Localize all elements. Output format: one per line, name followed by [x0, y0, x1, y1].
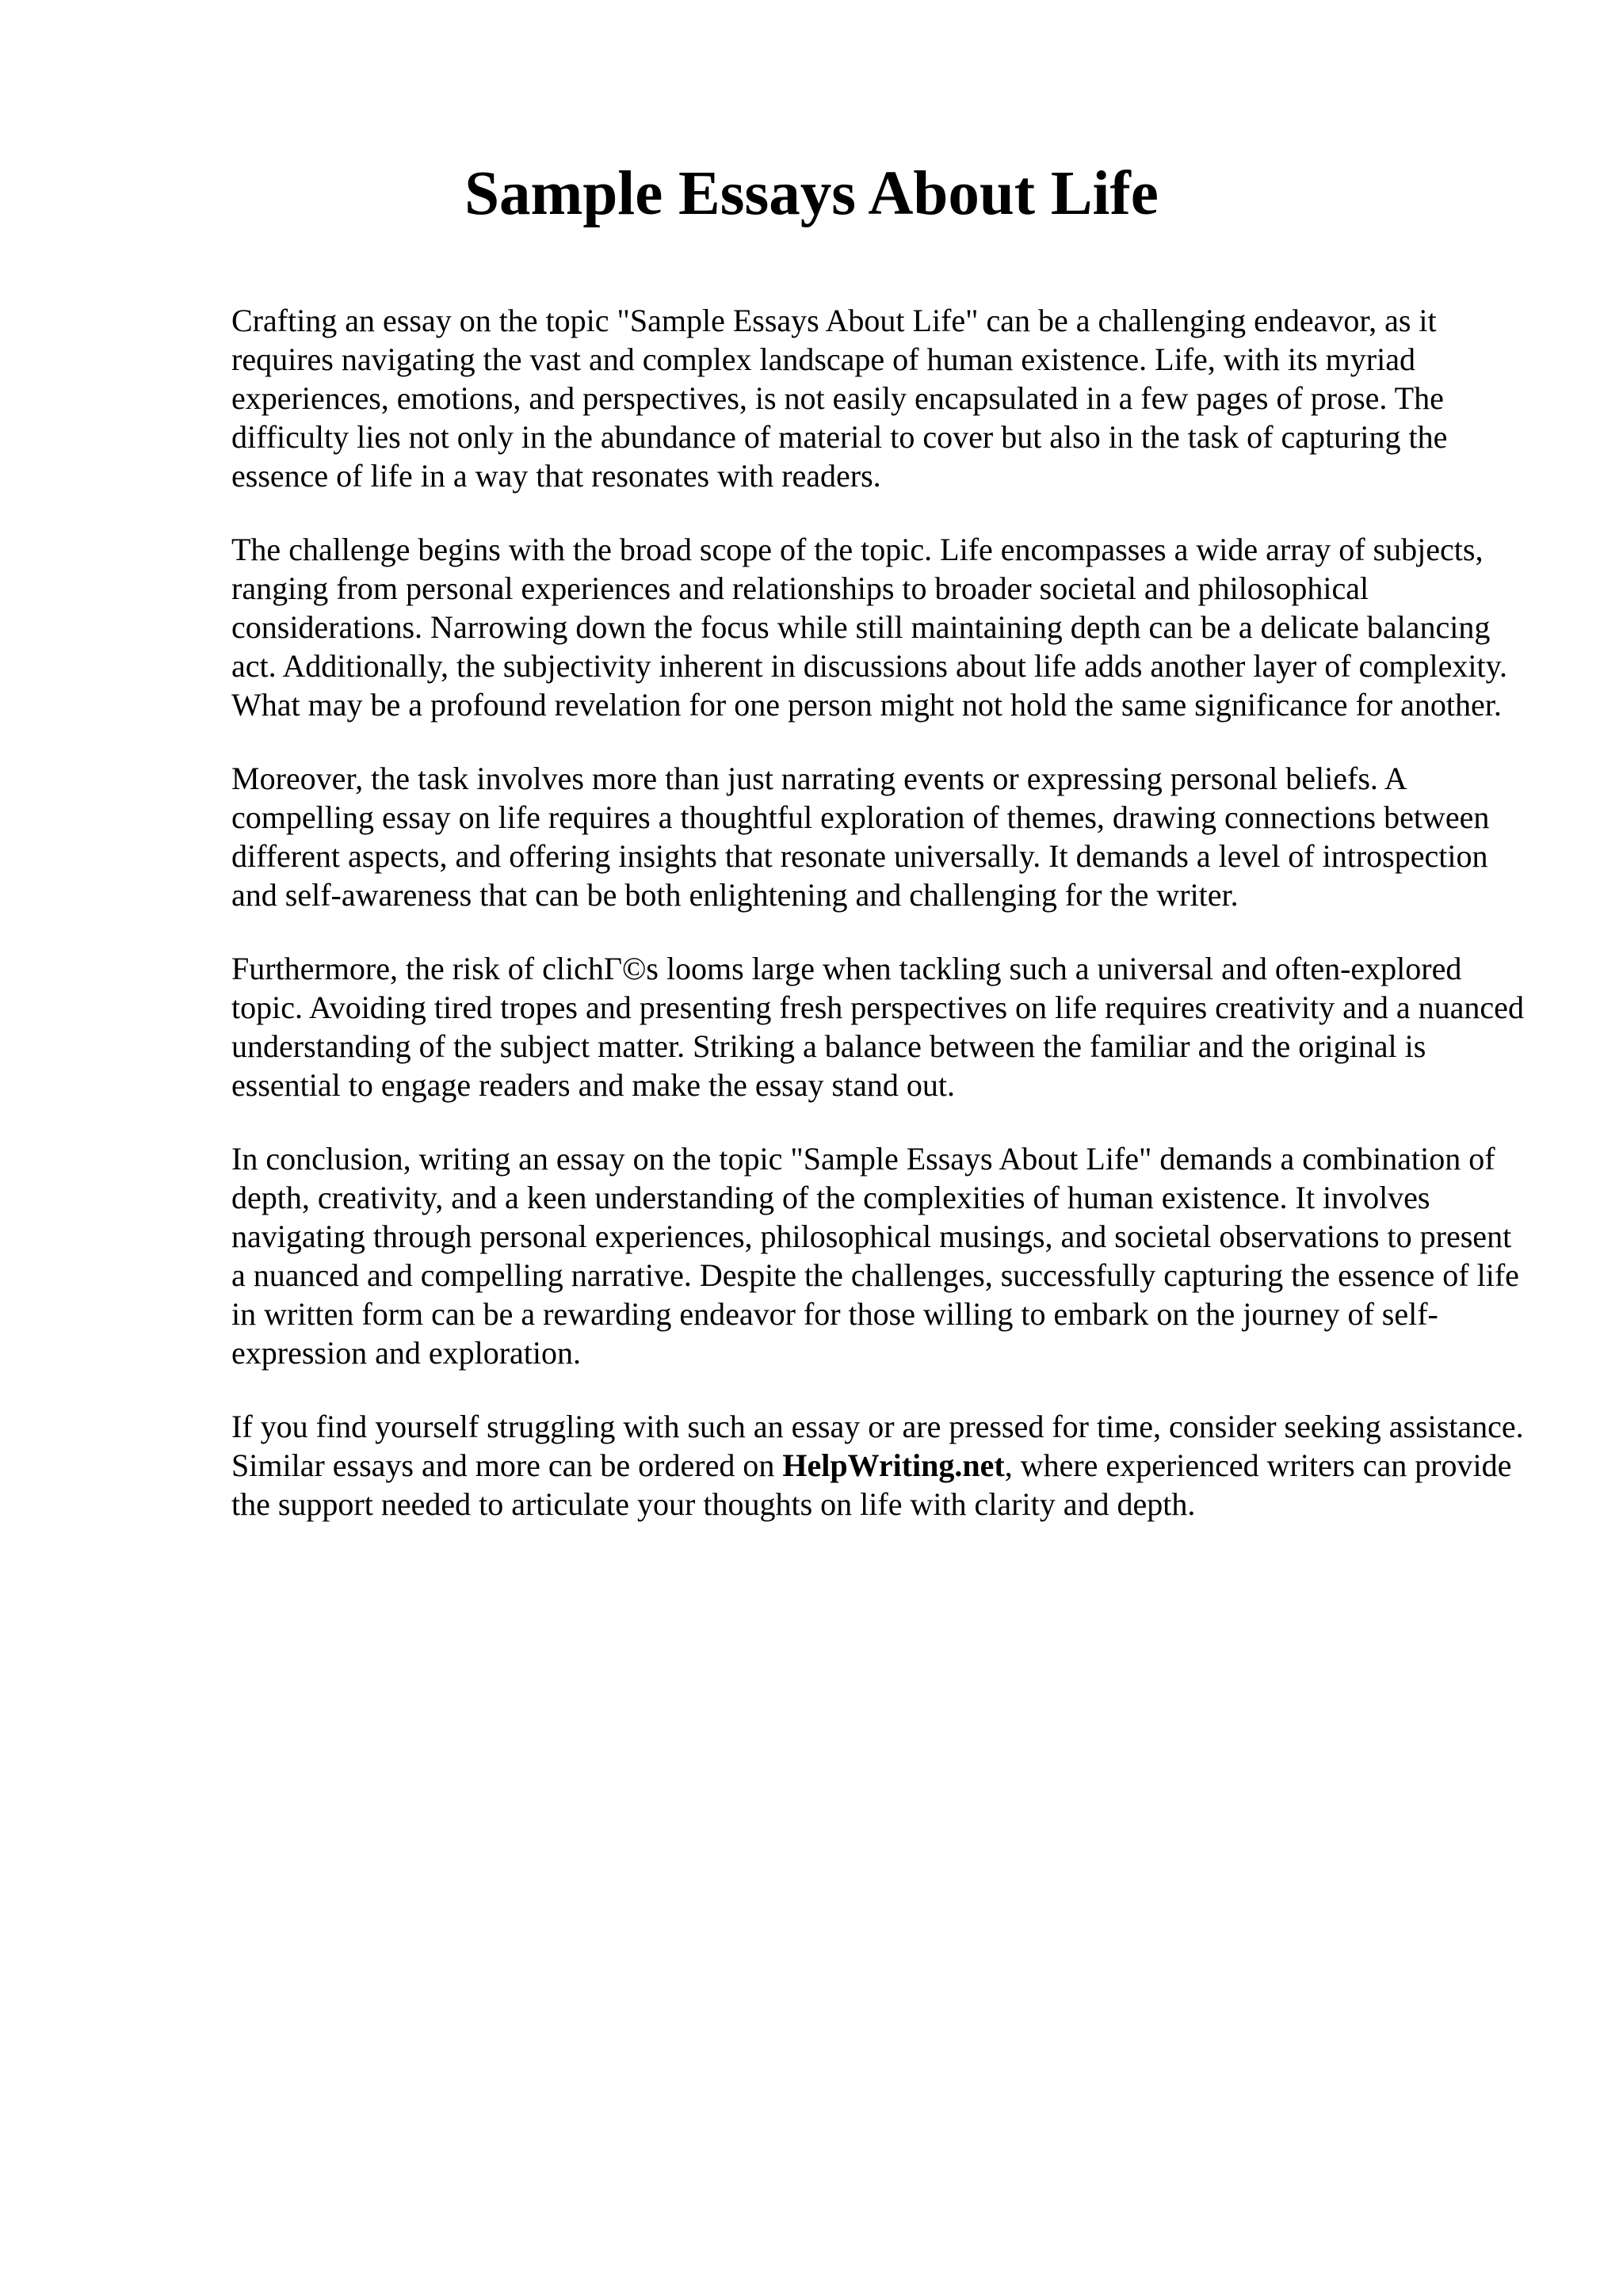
paragraph-2: The challenge begins with the broad scope of the topic. Life encompasses a wide array of subjects, ranging from personal experiences and relationships to broader societal and philosophical considerations. Narrowing down the focus while still maintaining depth can be a delicate balancing act. Additionally, the subjectivity inherent in discussions about life adds another layer of complexity. What may be a profound revelation for one person might not hold the same significance for another. [231, 532, 1507, 723]
paragraph-1: Crafting an essay on the topic "Sample Essays About Life" can be a challenging endeavor, as it requires navigating the vast and complex landscape of human existence. Life, with its myriad experiences, emotions, and perspectives, is not easily encapsulated in a few pages of prose. The difficulty lies not only in the abundance of material to cover but also in the task of capturing the essence of life in a way that resonates with readers. [231, 303, 1448, 494]
closing-text-after: , where experienced writers can provide the support needed to articulate your thoughts on life with clarity and depth. [231, 1447, 1512, 1522]
page-title: Sample Essays About Life [464, 159, 1159, 228]
paragraph-3: Moreover, the task involves more than just narrating events or expressing personal beliefs. A compelling essay on life requires a thoughtful exploration of themes, drawing connections between different aspects, and offering insights that resonate universally. It demands a level of introspection and self-awareness that can be both enlightening and challenging for the writer. [231, 761, 1490, 913]
closing-paragraph [231, 1407, 1531, 1524]
paragraph-5: In conclusion, writing an essay on the topic "Sample Essays About Life" demands a combination of depth, creativity, and a keen understanding of the complexities of human existence. It involves navigating through personal experiences, philosophical musings, and societal observations to present a nuanced and compelling narrative. Despite the challenges, successfully capturing the essence of life in written form can be a rewarding endeavor for those willing to embark on the journey of self-expression and exploration. [231, 1141, 1519, 1371]
closing-text-before: If you find yourself struggling with such an essay or are pressed for time, consider seeking assistance. Similar essays and more can be ordered on [231, 1409, 1524, 1483]
brand-name: HelpWriting.net [782, 1447, 1005, 1483]
paragraph-4: Furthermore, the risk of clichΓ©s looms large when tackling such a universal and often-explored topic. Avoiding tired tropes and presenting fresh perspectives on life requires creativity and a nuanced understanding of the subject matter. Striking a balance between the familiar and the original is essential to engage readers and make the essay stand out. [231, 951, 1524, 1103]
essay-body [231, 301, 1531, 1558]
